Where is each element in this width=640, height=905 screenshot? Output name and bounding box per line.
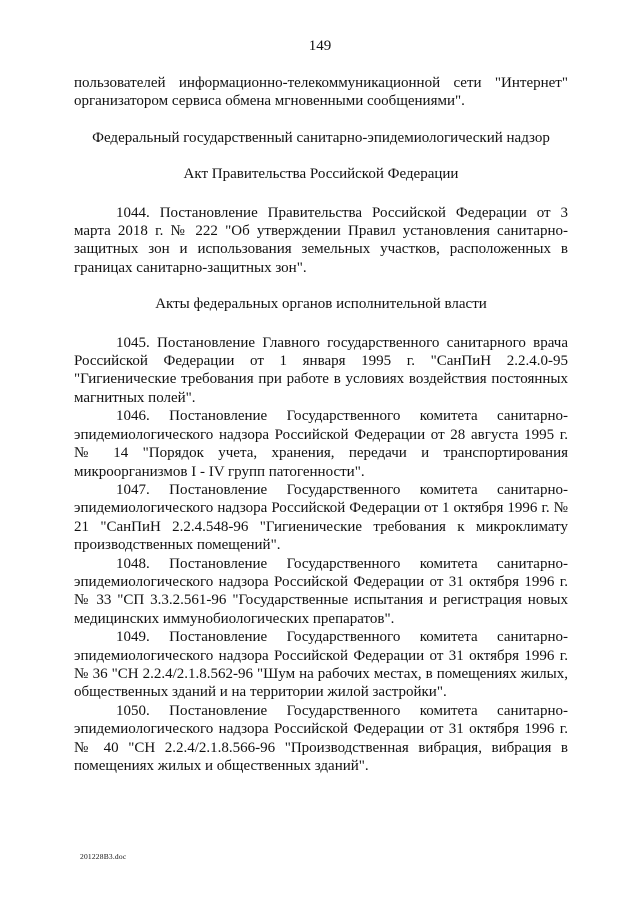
list-item-1050: 1050. Постановление Государственного комитета санитарно-эпидемиологического надзора Российской Федерации от 31 октября 1996 г. № 40 "СН 2.2.4/2.1.8.566-96 "Производственная вибрация, вибрация в помещениях жилых и общественных зданий". bbox=[74, 702, 568, 774]
list-item-1047: 1047. Постановление Государственного комитета санитарно-эпидемиологического надзора Российской Федерации от 1 октября 1996 г. № 21 "СанПиН 2.2.4.548-96 "Гигиенические требования к микроклимату производственных помещений". bbox=[74, 481, 568, 554]
list-item-1048: 1048. Постановление Государственного комитета санитарно-эпидемиологического надзора Российской Федерации от 31 октября 1996 г. № 33 "СП 3.3.2.561-96 "Государственные испытания и регистрация новых медицинских иммунобиологических препаратов". bbox=[74, 555, 568, 627]
page-number: 149 bbox=[308, 38, 332, 54]
list-item-1045: 1045. Постановление Главного государственного санитарного врача Российской Федерации от 1 января 1995 г. "СанПиН 2.2.4.0-95 "Гигиенические требования при работе в условиях воздействия постоянных магнитных полей". bbox=[74, 334, 568, 406]
footer-file-code: 201228B3.doc bbox=[80, 852, 127, 861]
section-heading: Федеральный государственный санитарно-эпидемиологический надзор bbox=[92, 129, 550, 146]
subsection-heading-government: Акт Правительства Российской Федерации bbox=[183, 166, 459, 183]
intro-paragraph: пользователей информационно-телекоммуникационной сети "Интернет" организатором сервиса обмена мгновенными сообщениями". bbox=[74, 75, 568, 110]
document-body bbox=[74, 74, 568, 775]
list-item-1046: 1046. Постановление Государственного комитета санитарно-эпидемиологического надзора Российской Федерации от 28 августа 1995 г. № 14 "Порядок учета, хранения, передачи и транспортирования микроорганизмов I - IV групп патогенности". bbox=[74, 408, 568, 480]
list-item-1044: 1044. Постановление Правительства Российской Федерации от 3 марта 2018 г. № 222 "Об утверждении Правил установления санитарно-защитных зон и использования земельных участков, расположенных в границах санитарно-защитных зон". bbox=[74, 204, 568, 276]
subsection-heading-federal: Акты федеральных органов исполнительной власти bbox=[155, 296, 487, 313]
list-item-1049: 1049. Постановление Государственного комитета санитарно-эпидемиологического надзора Российской Федерации от 31 октября 1996 г. № 36 "СН 2.2.4/2.1.8.562-96 "Шум на рабочих местах, в помещениях жилых, общественных зданий и на территории жилой застройки". bbox=[74, 629, 568, 701]
